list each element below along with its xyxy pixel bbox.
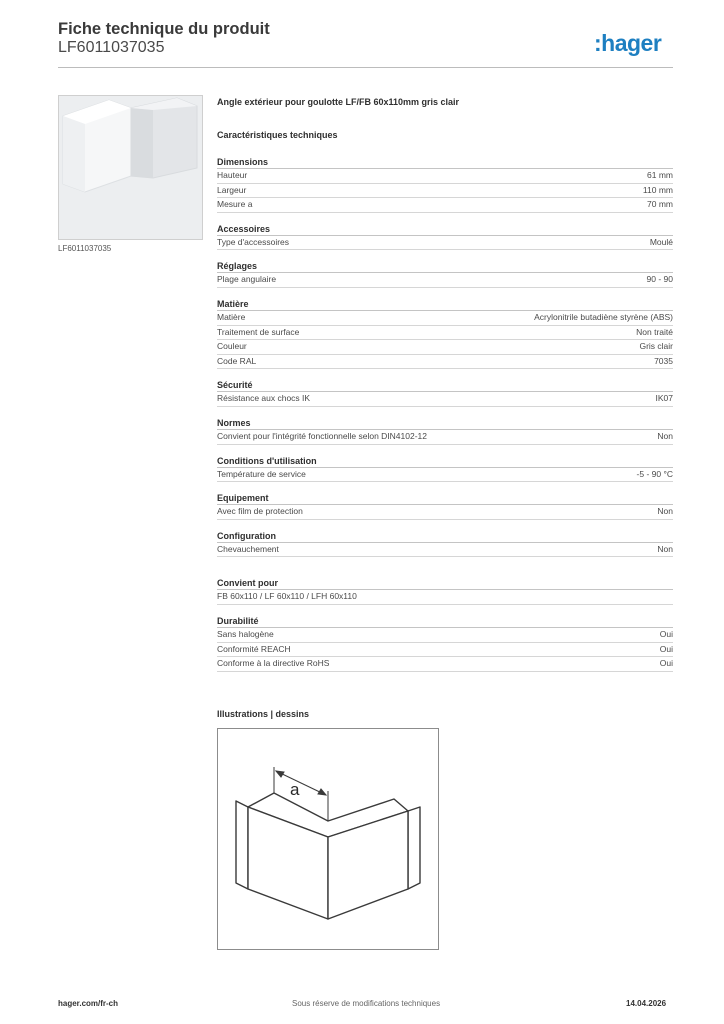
- spec-value: 70 mm: [647, 199, 673, 210]
- technical-drawing: [217, 728, 439, 950]
- section-normes: [217, 415, 673, 445]
- spec-value: Non: [657, 543, 673, 554]
- spec-value: 90 - 90: [646, 274, 673, 285]
- spec-value: Non: [657, 506, 673, 517]
- product-image: [58, 95, 203, 240]
- spec-value: 110 mm: [642, 184, 673, 195]
- spec-label: Matière: [217, 311, 246, 322]
- spec-label: Mesure a: [217, 199, 253, 210]
- document-title: Fiche technique du produit: [58, 20, 270, 38]
- spec-value: 7035: [654, 355, 673, 366]
- spec-row: [217, 543, 673, 558]
- product-reference: LF6011037035: [58, 39, 165, 56]
- spec-row: [217, 643, 673, 658]
- spec-label: Température de service: [217, 468, 306, 479]
- spec-label: Convient pour l'intégrité fonctionnelle selon DIN4102-12: [217, 430, 428, 441]
- section-conditions: [217, 453, 673, 483]
- spec-label: Code RAL: [217, 355, 257, 366]
- spec-row: [217, 628, 673, 643]
- spec-value: -5 - 90 °C: [636, 468, 673, 479]
- section-reglages: [217, 258, 673, 288]
- spec-value: 61 mm: [647, 170, 673, 180]
- spec-row: [217, 340, 673, 355]
- section-title: Configuration: [217, 528, 673, 543]
- section-title: Sécurité: [217, 377, 673, 392]
- spec-label: Plage angulaire: [217, 274, 277, 285]
- spec-label: Type d'accessoires: [217, 236, 290, 247]
- spec-label: Couleur: [217, 341, 247, 352]
- spec-label: Chevauchement: [217, 543, 279, 554]
- spec-label: Sans halogène: [217, 628, 274, 639]
- spec-value: Oui: [659, 643, 673, 654]
- spec-value: Oui: [659, 658, 673, 669]
- spec-value: Acrylonitrile butadiène styrène (ABS): [534, 311, 673, 322]
- spec-value: IK07: [655, 393, 673, 404]
- spec-row: [217, 430, 673, 445]
- section-title: Matière: [217, 296, 673, 311]
- section-equipement: [217, 490, 673, 520]
- section-securite: [217, 377, 673, 407]
- header-divider: [58, 67, 673, 68]
- product-render-icon: [59, 96, 202, 239]
- spec-row: [217, 198, 673, 213]
- footer-date: 14.04.2026: [626, 999, 667, 1008]
- spec-row: [217, 311, 673, 326]
- spec-label: Conformité REACH: [217, 643, 291, 654]
- specifications: [217, 96, 673, 672]
- spec-value: Non: [657, 430, 673, 441]
- spec-value: Non traité: [636, 326, 673, 337]
- section-title: Durabilité: [217, 613, 673, 628]
- spec-row: [217, 657, 673, 672]
- spec-label: FB 60x110 / LF 60x110 / LFH 60x110: [217, 591, 357, 602]
- section-title: Normes: [217, 415, 673, 430]
- section-title: Dimensions: [217, 154, 673, 169]
- spec-label: Hauteur: [217, 170, 248, 180]
- characteristics-heading: Caractéristiques techniques: [217, 130, 338, 140]
- spec-label: Avec film de protection: [217, 506, 303, 517]
- spec-row: [217, 355, 673, 370]
- spec-row: [217, 169, 673, 184]
- spec-row: [217, 273, 673, 288]
- section-convient-pour: [217, 575, 673, 605]
- section-title: Réglages: [217, 258, 673, 273]
- spec-row: [217, 236, 673, 251]
- product-image-caption: LF6011037035: [58, 244, 112, 253]
- section-title: Accessoires: [217, 221, 673, 236]
- section-title: Equipement: [217, 490, 673, 505]
- illustrations-heading: Illustrations | dessins: [217, 709, 310, 719]
- product-title: Angle extérieur pour goulotte LF/FB 60x110mm gris clair: [217, 97, 460, 107]
- spec-row: [217, 505, 673, 520]
- spec-value: Moulé: [649, 236, 673, 247]
- section-configuration: [217, 528, 673, 558]
- spec-row: [217, 326, 673, 341]
- spec-label: Conforme à la directive RoHS: [217, 658, 330, 669]
- dimension-label: a: [290, 780, 300, 799]
- spec-label: Largeur: [217, 184, 247, 195]
- footer-notice: Sous réserve de modifications techniques: [292, 999, 441, 1008]
- section-durabilite: [217, 613, 673, 672]
- spec-label: Résistance aux chocs IK: [217, 393, 311, 404]
- spec-row: [217, 590, 673, 605]
- section-matiere: [217, 296, 673, 369]
- hager-logo[interactable]: :hager: [594, 30, 662, 56]
- corner-drawing-icon: [218, 729, 438, 949]
- spec-value: Gris clair: [639, 341, 673, 352]
- section-dimensions: [217, 154, 673, 213]
- section-title: Conditions d'utilisation: [217, 453, 673, 468]
- spec-row: [217, 184, 673, 199]
- spec-value: Oui: [659, 628, 673, 639]
- spec-row: [217, 468, 673, 483]
- footer-website[interactable]: hager.com/fr-ch: [58, 999, 119, 1008]
- spec-row: [217, 392, 673, 407]
- spec-label: Traitement de surface: [217, 326, 300, 337]
- section-title: Convient pour: [217, 575, 673, 590]
- section-accessoires: [217, 221, 673, 251]
